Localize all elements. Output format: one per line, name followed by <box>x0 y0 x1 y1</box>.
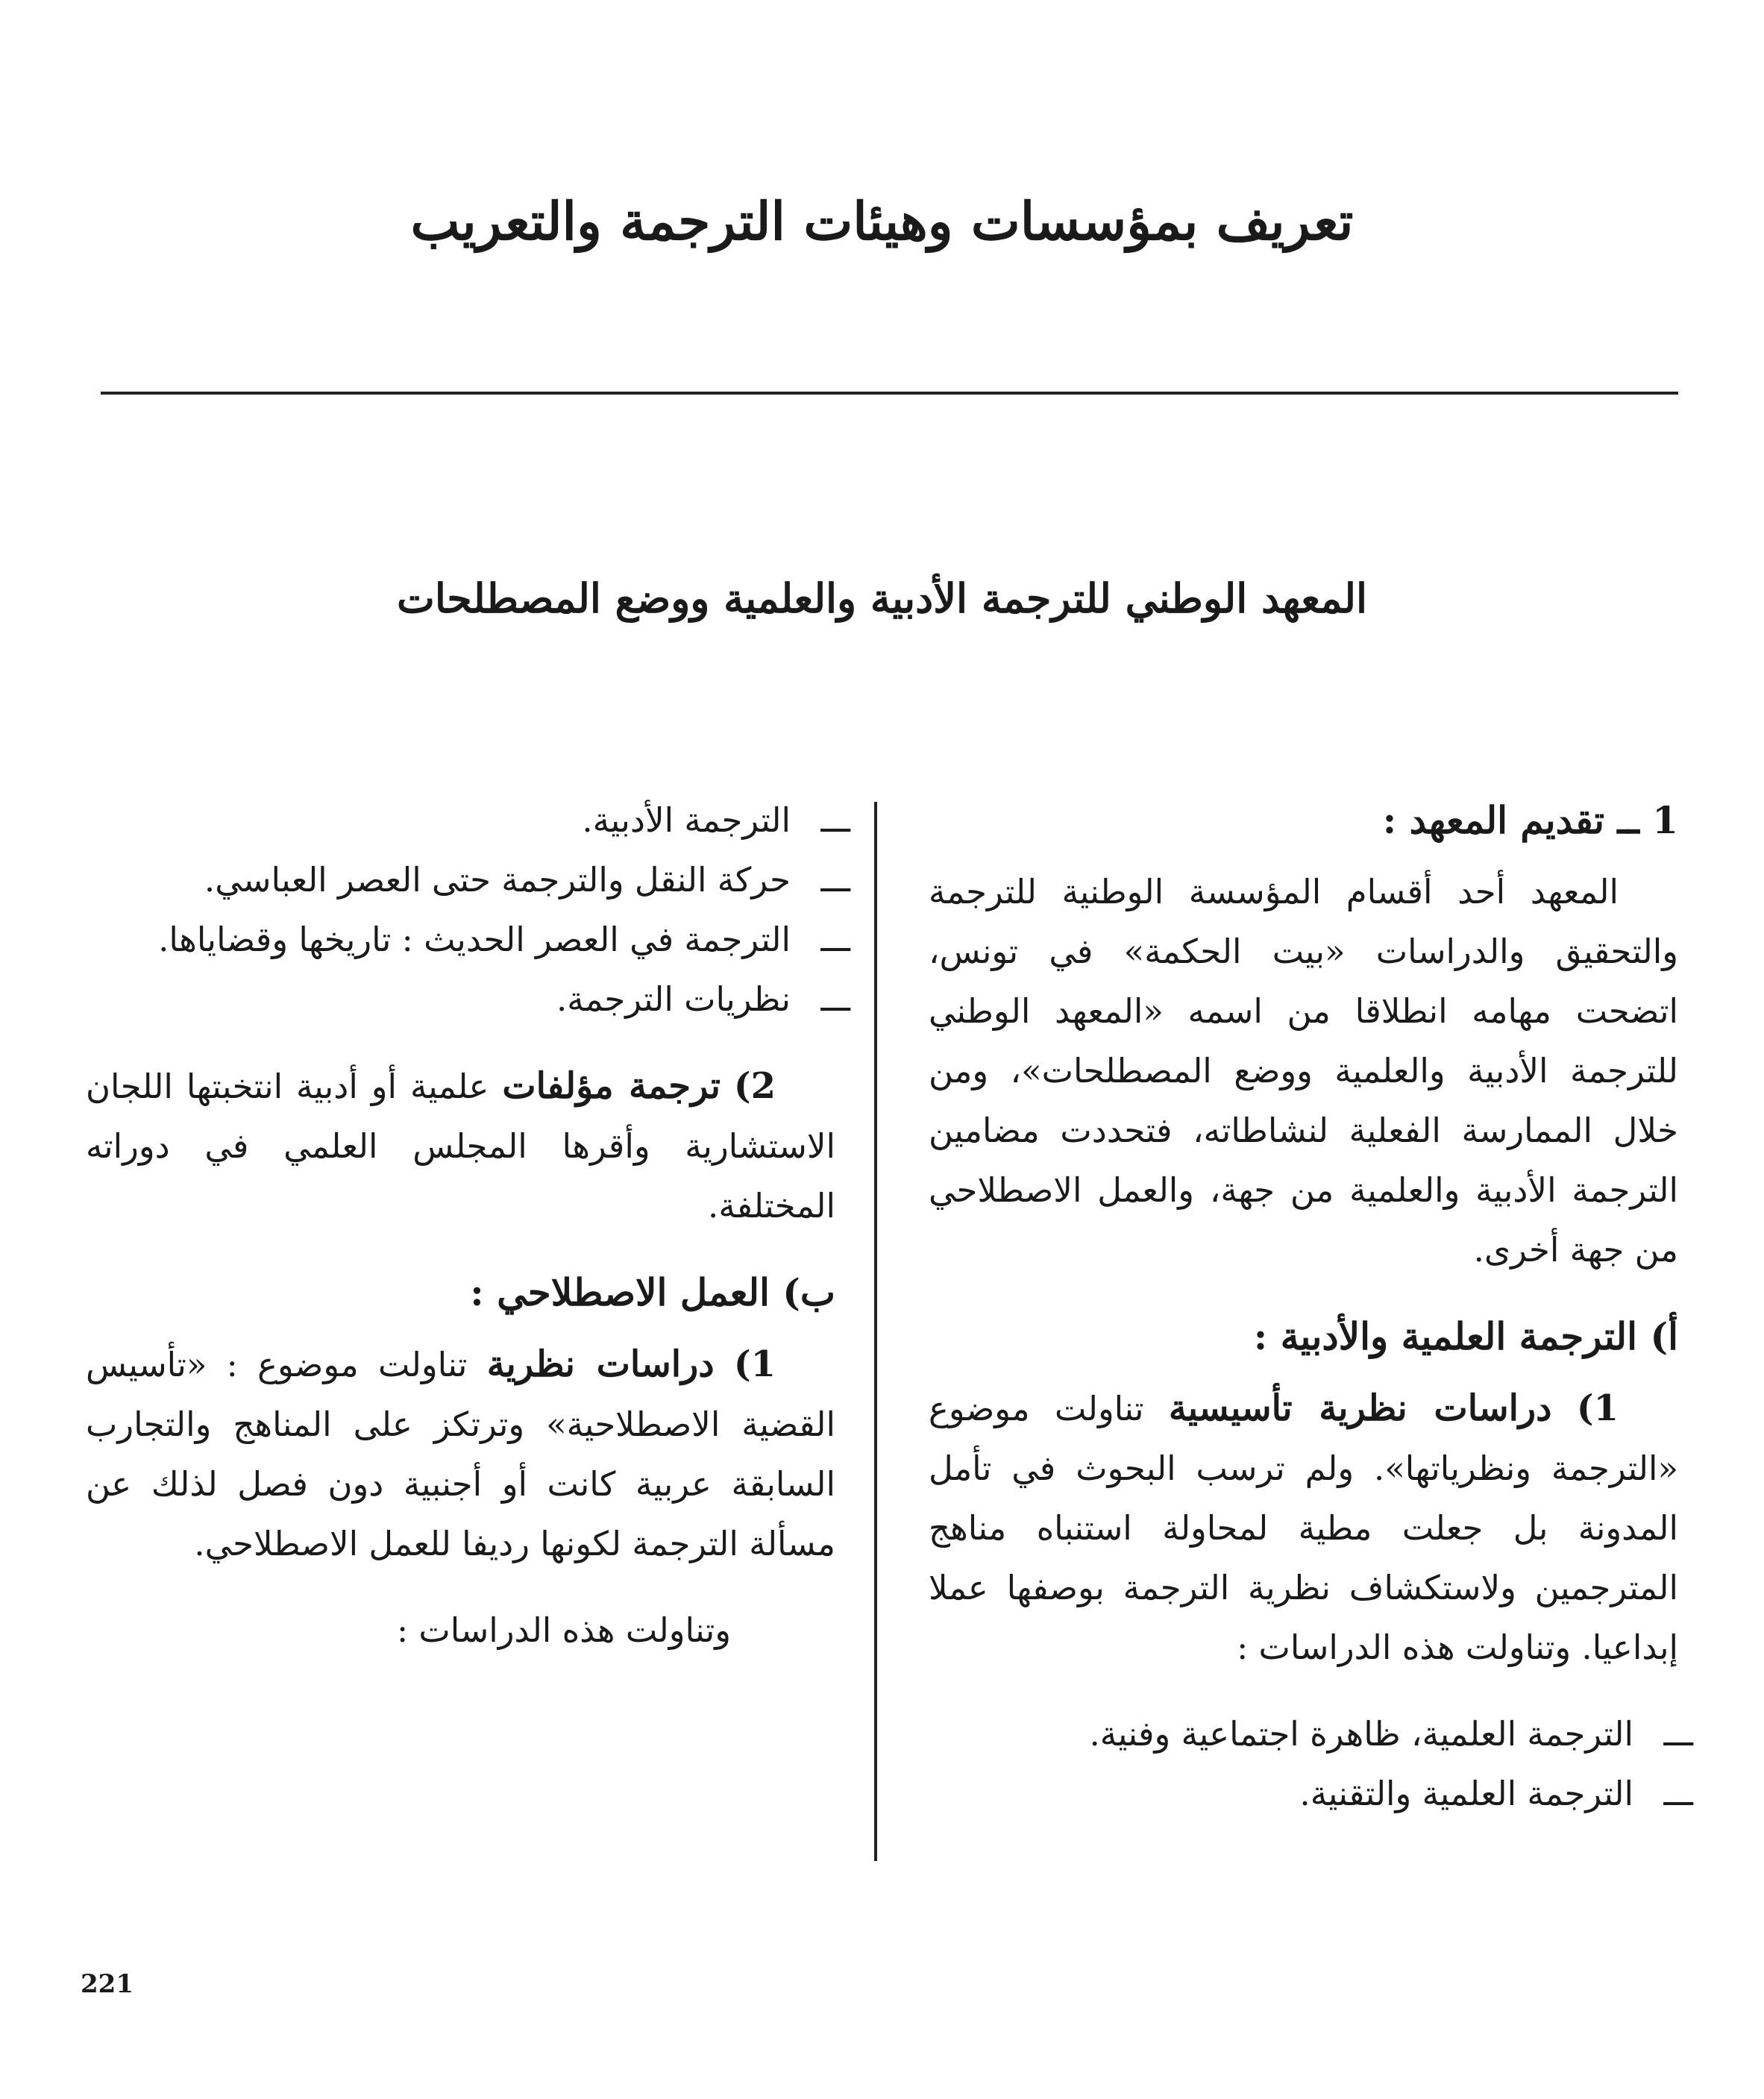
item-number: 1) <box>733 1343 776 1385</box>
title-rule <box>101 392 1678 395</box>
list-item: ـــ نظريات الترجمة. <box>86 970 791 1029</box>
translation-works-paragraph <box>86 1056 835 1236</box>
right-column <box>929 791 1678 1851</box>
list-item: ـــ حركة النقل والترجمة حتى العصر العباسي. <box>86 850 791 910</box>
heading-section-a: أ) الترجمة العلمية والأدبية : <box>1253 1314 1678 1358</box>
list-item: ـــ الترجمة في العصر الحديث : تاريخها وقضاياها. <box>86 910 791 970</box>
theory-studies-paragraph <box>929 1378 1678 1678</box>
page-number: 221 <box>81 1969 134 1999</box>
item-text: تناولت موضوع «الترجمة ونظرياتها». ولم ترسب البحوث في تأمل المدونة بل جعلت مطية لمحاولة استنباه مناهج المترجمين ولاستكشاف نظرية الترجمة بوصفها عملا إبداعيا. وتناولت هذه الدراسات : <box>929 1389 1678 1667</box>
item-bold-title: دراسات نظرية <box>486 1343 715 1385</box>
item-number: 2) <box>733 1065 776 1107</box>
closing-line: وتناولت هذه الدراسات : <box>396 1610 731 1650</box>
list-item: ـــ الترجمة العلمية، ظاهرة اجتماعية وفنية. <box>929 1704 1633 1764</box>
intro-paragraph: المعهد أحد أقسام المؤسسة الوطنية للترجمة والتحقيق والدراسات «بيت الحكمة» في تونس، اتضحت مهامه انطلاقا من اسمه «المعهد الوطني للترجمة الأدبية والعلمية ووضع المصطلحات»، ومن خلال الممارسة الفعلية لنشاطاته، فتحددت مضامين الترجمة الأدبية والعلمية من جهة، والعمل الاصطلاحي من جهة أخرى. <box>929 872 1678 1270</box>
right-topic-list <box>929 1704 1678 1824</box>
list-item: ـــ الترجمة الأدبية. <box>86 791 791 850</box>
heading-section-b: ب) العمل الاصطلاحي : <box>470 1270 835 1314</box>
item-text: علمية أو أدبية انتخبتها اللجان الاستشارية وأقرها المجلس العلمي في دوراته المختلفة. <box>86 1067 835 1226</box>
main-title: تعريف بمؤسسات وهيئات الترجمة والتعريب <box>410 190 1354 252</box>
item-bold-title: دراسات نظرية تأسيسية <box>1168 1387 1552 1429</box>
column-divider <box>874 802 877 1861</box>
list-item: ـــ الترجمة العلمية والتقنية. <box>929 1764 1633 1824</box>
item-number: 1) <box>1576 1387 1619 1429</box>
heading-institute-intro: 1 ــ تقديم المعهد : <box>1382 798 1678 842</box>
left-column <box>86 791 835 1687</box>
section-subtitle: المعهد الوطني للترجمة الأدبية والعلمية ووضع المصطلحات <box>397 574 1367 622</box>
item-bold-title: ترجمة مؤلفات <box>502 1065 721 1107</box>
left-topic-list <box>86 791 835 1029</box>
terminology-studies-paragraph <box>86 1334 835 1574</box>
item-text: تناولت موضوع : «تأسيس القضية الاصطلاحية» وترتكز على المناهج والتجارب السابقة عربية كانت أو أجنبية دون فصل لذلك عن مسألة الترجمة لكونها رديفا للعمل الاصطلاحي. <box>86 1345 835 1563</box>
